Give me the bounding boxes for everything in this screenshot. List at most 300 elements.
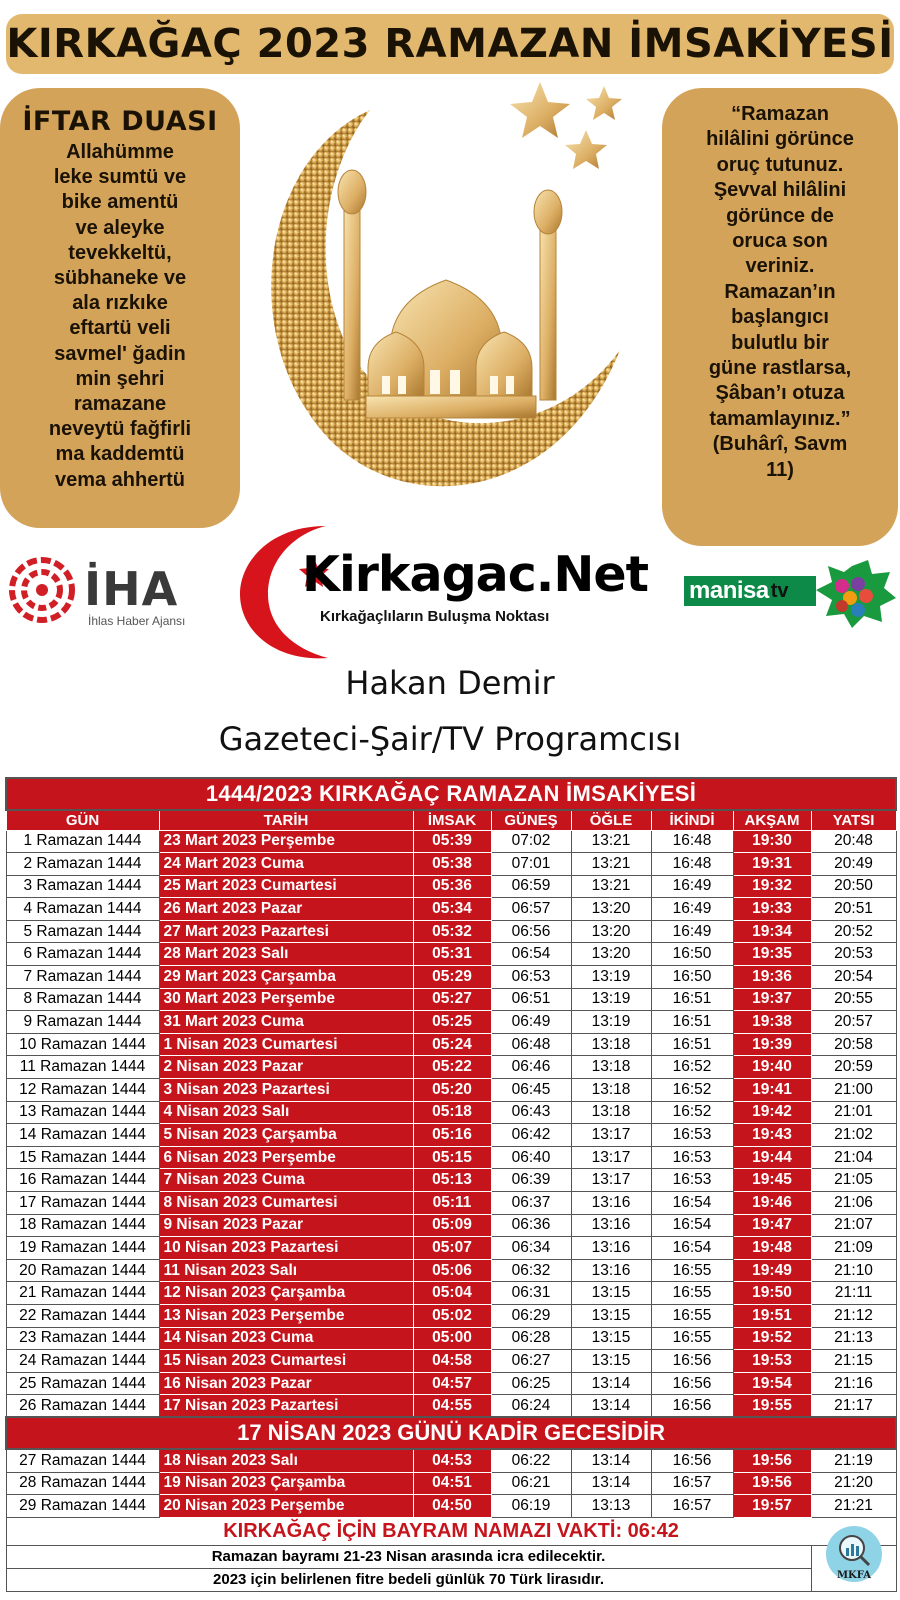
bayram-namazi-time: KIRKAĞAÇ İÇİN BAYRAM NAMAZI VAKTİ: 06:42 <box>6 1517 896 1545</box>
cell-imsak: 05:24 <box>413 1033 491 1056</box>
cell-gun: 20 Ramazan 1444 <box>6 1259 159 1282</box>
cell-tarih: 31 Mart 2023 Cuma <box>159 1011 413 1034</box>
cell-ogle: 13:21 <box>571 875 651 898</box>
cell-yatsi: 20:54 <box>811 966 896 989</box>
cell-gun: 21 Ramazan 1444 <box>6 1282 159 1305</box>
cell-gun: 25 Ramazan 1444 <box>6 1372 159 1395</box>
cell-yatsi: 20:58 <box>811 1033 896 1056</box>
cell-ikindi: 16:50 <box>651 943 733 966</box>
cell-yatsi: 21:05 <box>811 1169 896 1192</box>
author-role: Gazeteci-Şair/TV Programcısı <box>218 720 682 758</box>
cell-gun: 1 Ramazan 1444 <box>6 830 159 853</box>
column-header: ÖĞLE <box>571 810 651 830</box>
cell-tarih: 17 Nisan 2023 Pazartesi <box>159 1395 413 1418</box>
cell-ogle: 13:15 <box>571 1350 651 1373</box>
cell-aksam: 19:56 <box>733 1472 811 1495</box>
cell-gunes: 06:53 <box>491 966 571 989</box>
cell-gunes: 06:24 <box>491 1395 571 1418</box>
table-body-first <box>6 830 896 1417</box>
cell-gun: 18 Ramazan 1444 <box>6 1214 159 1237</box>
cell-aksam: 19:55 <box>733 1395 811 1418</box>
footer-note-row <box>6 1545 896 1568</box>
cell-yatsi: 21:04 <box>811 1146 896 1169</box>
cell-ikindi: 16:48 <box>651 853 733 876</box>
cell-imsak: 05:36 <box>413 875 491 898</box>
cell-gun: 5 Ramazan 1444 <box>6 920 159 943</box>
hadith-panel <box>662 88 898 546</box>
cell-gunes: 06:25 <box>491 1372 571 1395</box>
table-row <box>6 1350 896 1373</box>
cell-yatsi: 21:21 <box>811 1495 896 1518</box>
kirkagac-net-logo <box>240 518 649 662</box>
cell-aksam: 19:49 <box>733 1259 811 1282</box>
cell-ikindi: 16:51 <box>651 1011 733 1034</box>
crescent-mosque-icon <box>240 80 660 520</box>
cell-gunes: 06:51 <box>491 988 571 1011</box>
cell-gunes: 06:19 <box>491 1495 571 1518</box>
table-row <box>6 1372 896 1395</box>
cell-tarih: 12 Nisan 2023 Çarşamba <box>159 1282 413 1305</box>
cell-ikindi: 16:56 <box>651 1350 733 1373</box>
cell-tarih: 13 Nisan 2023 Perşembe <box>159 1304 413 1327</box>
cell-ogle: 13:18 <box>571 1056 651 1079</box>
cell-gun: 27 Ramazan 1444 <box>6 1449 159 1472</box>
cell-gun: 12 Ramazan 1444 <box>6 1079 159 1102</box>
table-row <box>6 966 896 989</box>
table-row <box>6 853 896 876</box>
cell-imsak: 05:32 <box>413 920 491 943</box>
cell-ogle: 13:15 <box>571 1304 651 1327</box>
cell-gunes: 06:37 <box>491 1192 571 1215</box>
cell-ogle: 13:17 <box>571 1124 651 1147</box>
table-row <box>6 1146 896 1169</box>
cell-gun: 26 Ramazan 1444 <box>6 1395 159 1418</box>
cell-gun: 14 Ramazan 1444 <box>6 1124 159 1147</box>
title-banner <box>6 14 894 74</box>
cell-gun: 29 Ramazan 1444 <box>6 1495 159 1518</box>
cell-yatsi: 21:13 <box>811 1327 896 1350</box>
cell-yatsi: 20:57 <box>811 1011 896 1034</box>
cell-yatsi: 20:59 <box>811 1056 896 1079</box>
iftar-dua-panel <box>0 88 240 528</box>
cell-yatsi: 21:16 <box>811 1372 896 1395</box>
cell-aksam: 19:34 <box>733 920 811 943</box>
manisa-tv-suffix: tv <box>770 579 789 602</box>
cell-imsak: 05:25 <box>413 1011 491 1034</box>
table-body-second <box>6 1449 896 1517</box>
table-row <box>6 1327 896 1350</box>
grape-leaf-icon <box>812 560 896 628</box>
cell-gun: 19 Ramazan 1444 <box>6 1237 159 1260</box>
cell-tarih: 5 Nisan 2023 Çarşamba <box>159 1124 413 1147</box>
cell-yatsi: 21:07 <box>811 1214 896 1237</box>
cell-ikindi: 16:56 <box>651 1449 733 1472</box>
imsakiye-table <box>5 777 897 1592</box>
cell-imsak: 05:11 <box>413 1192 491 1215</box>
page-title: KIRKAĞAÇ 2023 RAMAZAN İMSAKİYESİ <box>6 21 894 67</box>
cell-ikindi: 16:49 <box>651 898 733 921</box>
table-row <box>6 875 896 898</box>
kirkagac-net-tagline: Kırkağaçlıların Buluşma Noktası <box>320 608 550 625</box>
cell-ikindi: 16:50 <box>651 966 733 989</box>
table-row <box>6 920 896 943</box>
table-row <box>6 1282 896 1305</box>
cell-ogle: 13:14 <box>571 1395 651 1418</box>
bayram-row <box>6 1517 896 1545</box>
table-row <box>6 1124 896 1147</box>
column-header: GÜN <box>6 810 159 830</box>
cell-aksam: 19:36 <box>733 966 811 989</box>
cell-yatsi: 21:15 <box>811 1350 896 1373</box>
cell-ogle: 13:16 <box>571 1192 651 1215</box>
cell-ogle: 13:19 <box>571 1011 651 1034</box>
cell-ogle: 13:18 <box>571 1033 651 1056</box>
cell-imsak: 05:29 <box>413 966 491 989</box>
cell-gun: 11 Ramazan 1444 <box>6 1056 159 1079</box>
table-row <box>6 943 896 966</box>
cell-gun: 13 Ramazan 1444 <box>6 1101 159 1124</box>
cell-yatsi: 21:09 <box>811 1237 896 1260</box>
cell-ogle: 13:17 <box>571 1146 651 1169</box>
cell-tarih: 11 Nisan 2023 Salı <box>159 1259 413 1282</box>
cell-ogle: 13:15 <box>571 1282 651 1305</box>
cell-aksam: 19:53 <box>733 1350 811 1373</box>
cell-imsak: 05:06 <box>413 1259 491 1282</box>
cell-ikindi: 16:51 <box>651 988 733 1011</box>
table-row <box>6 1033 896 1056</box>
cell-gunes: 06:48 <box>491 1033 571 1056</box>
cell-tarih: 23 Mart 2023 Perşembe <box>159 830 413 853</box>
cell-yatsi: 21:12 <box>811 1304 896 1327</box>
kadir-gecesi-row <box>6 1417 896 1449</box>
cell-ikindi: 16:53 <box>651 1169 733 1192</box>
cell-aksam: 19:40 <box>733 1056 811 1079</box>
cell-gunes: 06:43 <box>491 1101 571 1124</box>
cell-gunes: 06:36 <box>491 1214 571 1237</box>
cell-tarih: 7 Nisan 2023 Cuma <box>159 1169 413 1192</box>
cell-gunes: 06:28 <box>491 1327 571 1350</box>
manisa-tv-logo <box>684 560 896 628</box>
cell-gun: 4 Ramazan 1444 <box>6 898 159 921</box>
table-row <box>6 1395 896 1418</box>
cell-ikindi: 16:48 <box>651 830 733 853</box>
cell-aksam: 19:39 <box>733 1033 811 1056</box>
cell-tarih: 10 Nisan 2023 Pazartesi <box>159 1237 413 1260</box>
cell-tarih: 24 Mart 2023 Cuma <box>159 853 413 876</box>
cell-gun: 28 Ramazan 1444 <box>6 1472 159 1495</box>
table-row <box>6 898 896 921</box>
cell-tarih: 25 Mart 2023 Cumartesi <box>159 875 413 898</box>
cell-gunes: 06:27 <box>491 1350 571 1373</box>
cell-ogle: 13:16 <box>571 1214 651 1237</box>
cell-ikindi: 16:49 <box>651 920 733 943</box>
cell-gunes: 07:02 <box>491 830 571 853</box>
cell-imsak: 04:53 <box>413 1449 491 1472</box>
cell-imsak: 05:04 <box>413 1282 491 1305</box>
cell-gunes: 06:29 <box>491 1304 571 1327</box>
cell-gunes: 06:32 <box>491 1259 571 1282</box>
cell-ikindi: 16:52 <box>651 1079 733 1102</box>
cell-imsak: 05:16 <box>413 1124 491 1147</box>
cell-aksam: 19:43 <box>733 1124 811 1147</box>
cell-aksam: 19:51 <box>733 1304 811 1327</box>
cell-aksam: 19:44 <box>733 1146 811 1169</box>
table-title: 1444/2023 KIRKAĞAÇ RAMAZAN İMSAKİYESİ <box>6 778 896 810</box>
cell-gunes: 06:31 <box>491 1282 571 1305</box>
cell-imsak: 04:55 <box>413 1395 491 1418</box>
iha-logo-icon <box>6 552 86 630</box>
cell-gunes: 06:34 <box>491 1237 571 1260</box>
cell-yatsi: 21:02 <box>811 1124 896 1147</box>
cell-ogle: 13:19 <box>571 988 651 1011</box>
cell-gun: 10 Ramazan 1444 <box>6 1033 159 1056</box>
cell-aksam: 19:30 <box>733 830 811 853</box>
cell-gunes: 06:40 <box>491 1146 571 1169</box>
cell-ikindi: 16:56 <box>651 1395 733 1418</box>
cell-ikindi: 16:57 <box>651 1472 733 1495</box>
cell-tarih: 15 Nisan 2023 Cumartesi <box>159 1350 413 1373</box>
table-row <box>6 988 896 1011</box>
cell-tarih: 9 Nisan 2023 Pazar <box>159 1214 413 1237</box>
cell-tarih: 14 Nisan 2023 Cuma <box>159 1327 413 1350</box>
cell-aksam: 19:48 <box>733 1237 811 1260</box>
table-row <box>6 1449 896 1472</box>
iha-logo-text: İHA <box>84 562 179 616</box>
cell-aksam: 19:57 <box>733 1495 811 1518</box>
column-header: İMSAK <box>413 810 491 830</box>
cell-tarih: 26 Mart 2023 Pazar <box>159 898 413 921</box>
cell-tarih: 2 Nisan 2023 Pazar <box>159 1056 413 1079</box>
table-row <box>6 1495 896 1518</box>
cell-aksam: 19:42 <box>733 1101 811 1124</box>
cell-ikindi: 16:55 <box>651 1282 733 1305</box>
cell-aksam: 19:54 <box>733 1372 811 1395</box>
cell-aksam: 19:31 <box>733 853 811 876</box>
cell-tarih: 30 Mart 2023 Perşembe <box>159 988 413 1011</box>
cell-ikindi: 16:55 <box>651 1259 733 1282</box>
iftar-dua-title: İFTAR DUASI <box>22 106 218 137</box>
iftar-dua-text: Allahümme leke sumtü ve bike amentü ve aleyke tevekkeltü, sübhaneke ve ala rızkıke eftartü veli savmel' ğadin min şehri ramazane neveytü fağfirli ma kaddemtü vema ahhertü <box>48 141 192 491</box>
kadir-gecesi-note: 17 NİSAN 2023 GÜNÜ KADİR GECESİDİR <box>6 1417 896 1449</box>
cell-gun: 17 Ramazan 1444 <box>6 1192 159 1215</box>
cell-imsak: 04:58 <box>413 1350 491 1373</box>
column-header: GÜNEŞ <box>491 810 571 830</box>
cell-gun: 8 Ramazan 1444 <box>6 988 159 1011</box>
cell-imsak: 05:22 <box>413 1056 491 1079</box>
table-row <box>6 1472 896 1495</box>
table-row <box>6 1011 896 1034</box>
cell-imsak: 05:18 <box>413 1101 491 1124</box>
cell-gunes: 06:49 <box>491 1011 571 1034</box>
cell-gunes: 06:59 <box>491 875 571 898</box>
manisa-tv-name: manisa <box>689 577 769 604</box>
cell-gun: 23 Ramazan 1444 <box>6 1327 159 1350</box>
cell-ikindi: 16:53 <box>651 1146 733 1169</box>
cell-ikindi: 16:51 <box>651 1033 733 1056</box>
cell-gun: 16 Ramazan 1444 <box>6 1169 159 1192</box>
cell-imsak: 05:15 <box>413 1146 491 1169</box>
cell-gunes: 06:54 <box>491 943 571 966</box>
cell-imsak: 05:09 <box>413 1214 491 1237</box>
cell-tarih: 28 Mart 2023 Salı <box>159 943 413 966</box>
cell-aksam: 19:38 <box>733 1011 811 1034</box>
cell-ikindi: 16:55 <box>651 1327 733 1350</box>
cell-aksam: 19:52 <box>733 1327 811 1350</box>
cell-imsak: 05:31 <box>413 943 491 966</box>
cell-imsak: 05:20 <box>413 1079 491 1102</box>
footer-note-row <box>6 1568 896 1591</box>
cell-aksam: 19:56 <box>733 1449 811 1472</box>
cell-gunes: 07:01 <box>491 853 571 876</box>
cell-gun: 2 Ramazan 1444 <box>6 853 159 876</box>
author-name: Hakan Demir <box>345 664 555 702</box>
cell-ogle: 13:14 <box>571 1472 651 1495</box>
cell-ogle: 13:13 <box>571 1495 651 1518</box>
cell-aksam: 19:37 <box>733 988 811 1011</box>
cell-aksam: 19:33 <box>733 898 811 921</box>
table-title-row <box>6 778 896 810</box>
cell-imsak: 05:38 <box>413 853 491 876</box>
cell-gun: 6 Ramazan 1444 <box>6 943 159 966</box>
cell-gunes: 06:57 <box>491 898 571 921</box>
cell-tarih: 4 Nisan 2023 Salı <box>159 1101 413 1124</box>
table-row <box>6 1259 896 1282</box>
cell-yatsi: 21:20 <box>811 1472 896 1495</box>
cell-imsak: 05:27 <box>413 988 491 1011</box>
cell-gun: 3 Ramazan 1444 <box>6 875 159 898</box>
cell-aksam: 19:32 <box>733 875 811 898</box>
cell-gunes: 06:46 <box>491 1056 571 1079</box>
cell-gunes: 06:45 <box>491 1079 571 1102</box>
cell-ogle: 13:21 <box>571 830 651 853</box>
cell-imsak: 05:34 <box>413 898 491 921</box>
cell-ogle: 13:18 <box>571 1101 651 1124</box>
cell-ikindi: 16:52 <box>651 1056 733 1079</box>
cell-ogle: 13:21 <box>571 853 651 876</box>
cell-tarih: 1 Nisan 2023 Cumartesi <box>159 1033 413 1056</box>
cell-imsak: 05:00 <box>413 1327 491 1350</box>
iha-logo-subtitle: İhlas Haber Ajansı <box>88 614 186 628</box>
table-row <box>6 1101 896 1124</box>
cell-ogle: 13:20 <box>571 898 651 921</box>
cell-ogle: 13:14 <box>571 1372 651 1395</box>
cell-gun: 7 Ramazan 1444 <box>6 966 159 989</box>
table-row <box>6 1304 896 1327</box>
cell-gun: 15 Ramazan 1444 <box>6 1146 159 1169</box>
cell-tarih: 20 Nisan 2023 Perşembe <box>159 1495 413 1518</box>
table-row <box>6 1192 896 1215</box>
cell-ogle: 13:16 <box>571 1259 651 1282</box>
hadith-text: “Ramazan hilâlini görünce oruç tutunuz. Şevval hilâlini görünce de oruca son veriniz. Ramazan’ın başlangıcı bulutlu bir güne rastlarsa, Şâban’ı otuza tamamlayınız.” (Buhârî, Savm 11) <box>706 103 854 481</box>
manisa-tv-badge <box>684 576 816 606</box>
cell-yatsi: 21:06 <box>811 1192 896 1215</box>
cell-imsak: 05:07 <box>413 1237 491 1260</box>
cell-ikindi: 16:54 <box>651 1214 733 1237</box>
bayram-dates-note: Ramazan bayramı 21-23 Nisan arasında icra edilecektir. <box>6 1545 811 1568</box>
cell-tarih: 8 Nisan 2023 Cumartesi <box>159 1192 413 1215</box>
cell-ogle: 13:19 <box>571 966 651 989</box>
mkfa-logo <box>824 1524 884 1584</box>
cell-tarih: 3 Nisan 2023 Pazartesi <box>159 1079 413 1102</box>
cell-imsak: 05:39 <box>413 830 491 853</box>
column-header: YATSI <box>811 810 896 830</box>
cell-tarih: 18 Nisan 2023 Salı <box>159 1449 413 1472</box>
column-header: AKŞAM <box>733 810 811 830</box>
cell-aksam: 19:46 <box>733 1192 811 1215</box>
table-row <box>6 1237 896 1260</box>
table-row <box>6 1079 896 1102</box>
cell-yatsi: 21:11 <box>811 1282 896 1305</box>
cell-yatsi: 21:01 <box>811 1101 896 1124</box>
cell-imsak: 04:50 <box>413 1495 491 1518</box>
cell-aksam: 19:35 <box>733 943 811 966</box>
fitre-note: 2023 için belirlenen fitre bedeli günlük 70 Türk lirasıdır. <box>6 1568 811 1591</box>
cell-gunes: 06:21 <box>491 1472 571 1495</box>
cell-gunes: 06:22 <box>491 1449 571 1472</box>
column-header: TARİH <box>159 810 413 830</box>
cell-tarih: 16 Nisan 2023 Pazar <box>159 1372 413 1395</box>
cell-ikindi: 16:56 <box>651 1372 733 1395</box>
cell-ogle: 13:18 <box>571 1079 651 1102</box>
cell-yatsi: 21:17 <box>811 1395 896 1418</box>
cell-imsak: 05:02 <box>413 1304 491 1327</box>
cell-ikindi: 16:52 <box>651 1101 733 1124</box>
cell-yatsi: 21:19 <box>811 1449 896 1472</box>
cell-ikindi: 16:55 <box>651 1304 733 1327</box>
cell-tarih: 6 Nisan 2023 Perşembe <box>159 1146 413 1169</box>
cell-ogle: 13:20 <box>571 943 651 966</box>
cell-yatsi: 20:48 <box>811 830 896 853</box>
cell-ogle: 13:17 <box>571 1169 651 1192</box>
cell-yatsi: 20:49 <box>811 853 896 876</box>
cell-ogle: 13:20 <box>571 920 651 943</box>
cell-gunes: 06:39 <box>491 1169 571 1192</box>
cell-ikindi: 16:57 <box>651 1495 733 1518</box>
cell-ikindi: 16:53 <box>651 1124 733 1147</box>
iha-logo <box>6 552 202 630</box>
kirkagac-net-title: Kirkagac.Net <box>302 546 649 603</box>
cell-ikindi: 16:54 <box>651 1237 733 1260</box>
cell-ikindi: 16:54 <box>651 1192 733 1215</box>
cell-yatsi: 20:55 <box>811 988 896 1011</box>
cell-yatsi: 20:52 <box>811 920 896 943</box>
cell-gunes: 06:42 <box>491 1124 571 1147</box>
cell-gun: 24 Ramazan 1444 <box>6 1350 159 1373</box>
cell-yatsi: 21:10 <box>811 1259 896 1282</box>
cell-gun: 22 Ramazan 1444 <box>6 1304 159 1327</box>
table-row <box>6 1169 896 1192</box>
cell-aksam: 19:50 <box>733 1282 811 1305</box>
cell-aksam: 19:47 <box>733 1214 811 1237</box>
mkfa-logo-text: MKFA <box>836 1570 872 1581</box>
cell-imsak: 04:57 <box>413 1372 491 1395</box>
cell-imsak: 05:13 <box>413 1169 491 1192</box>
cell-aksam: 19:41 <box>733 1079 811 1102</box>
cell-gun: 9 Ramazan 1444 <box>6 1011 159 1034</box>
cell-tarih: 29 Mart 2023 Çarşamba <box>159 966 413 989</box>
cell-tarih: 19 Nisan 2023 Çarşamba <box>159 1472 413 1495</box>
cell-yatsi: 20:50 <box>811 875 896 898</box>
column-header: İKİNDİ <box>651 810 733 830</box>
cell-ikindi: 16:49 <box>651 875 733 898</box>
cell-ogle: 13:14 <box>571 1449 651 1472</box>
cell-ogle: 13:15 <box>571 1327 651 1350</box>
cell-imsak: 04:51 <box>413 1472 491 1495</box>
cell-ogle: 13:16 <box>571 1237 651 1260</box>
cell-aksam: 19:45 <box>733 1169 811 1192</box>
cell-gunes: 06:56 <box>491 920 571 943</box>
table-row <box>6 830 896 853</box>
